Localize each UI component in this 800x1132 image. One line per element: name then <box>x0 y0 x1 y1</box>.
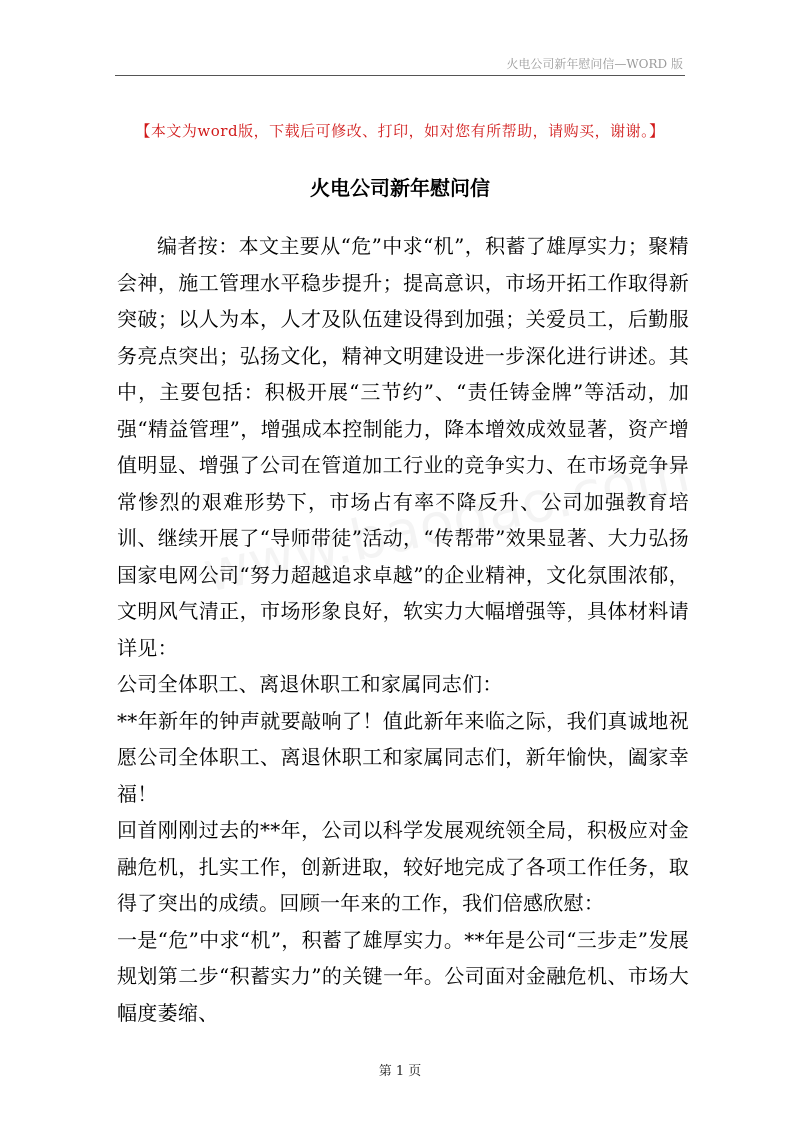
header-document-title: 火电公司新年慰问信—WORD 版 <box>506 57 683 71</box>
greeting-paragraph: **年新年的钟声就要敲响了！值此新年来临之际，我们真诚地祝愿公司全体职工、离退休职工和家属同志们，新年愉快，阖家幸福！ <box>117 708 689 806</box>
page-number: 第 1 页 <box>378 1064 422 1079</box>
header-divider <box>115 75 685 76</box>
page-title: 火电公司新年慰问信 <box>310 176 490 200</box>
editor-note-paragraph: 编者按：本文主要从“危”中求“机”，积蓄了雄厚实力；聚精会神，施工管理水平稳步提升；提高意识，市场开拓工作取得新突破；以人为本，人才及队伍建设得到加强；关爱员工，后勤服务亮点突出；弘扬文化，精神文明建设进一步深化进行讲述。其中，主要包括：积极开展“三节约”、“责任铸金牌”等活动，加强“精益管理”，增强成本控制能力，降本增效成效显著，资产增值明显、增强了公司在管道加工行业的竞争实力、在市场竞争异常惨烈的艰难形势下，市场占有率不降反升、公司加强教育培训、继续开展了“导师带徒”活动，“传帮带”效果显著、大力弘扬国家电网公司“努力超越追求卓越”的企业精神，文化氛围浓郁，文明风气清正，市场形象良好，软实力大幅增强等，具体材料请详见： <box>117 234 689 660</box>
salutation-paragraph: 公司全体职工、离退休职工和家属同志们： <box>117 672 503 696</box>
point-one-paragraph: 一是“危”中求“机”，积蓄了雄厚实力。**年是公司“三步走”发展规划第二步“积蓄实力”的关键一年。公司面对金融危机、市场大幅度萎缩、 <box>117 927 689 1025</box>
review-paragraph: 回首刚刚过去的**年，公司以科学发展观统领全局，积极应对金融危机，扎实工作，创新进取，较好地完成了各项工作任务，取得了突出的成绩。回顾一年来的工作，我们倍感欣慰： <box>117 818 689 915</box>
purchase-notice: 【本文为word版，下载后可修改、打印，如对您有所帮助，请购买，谢谢。】 <box>135 122 665 140</box>
document-body <box>117 228 689 1031</box>
